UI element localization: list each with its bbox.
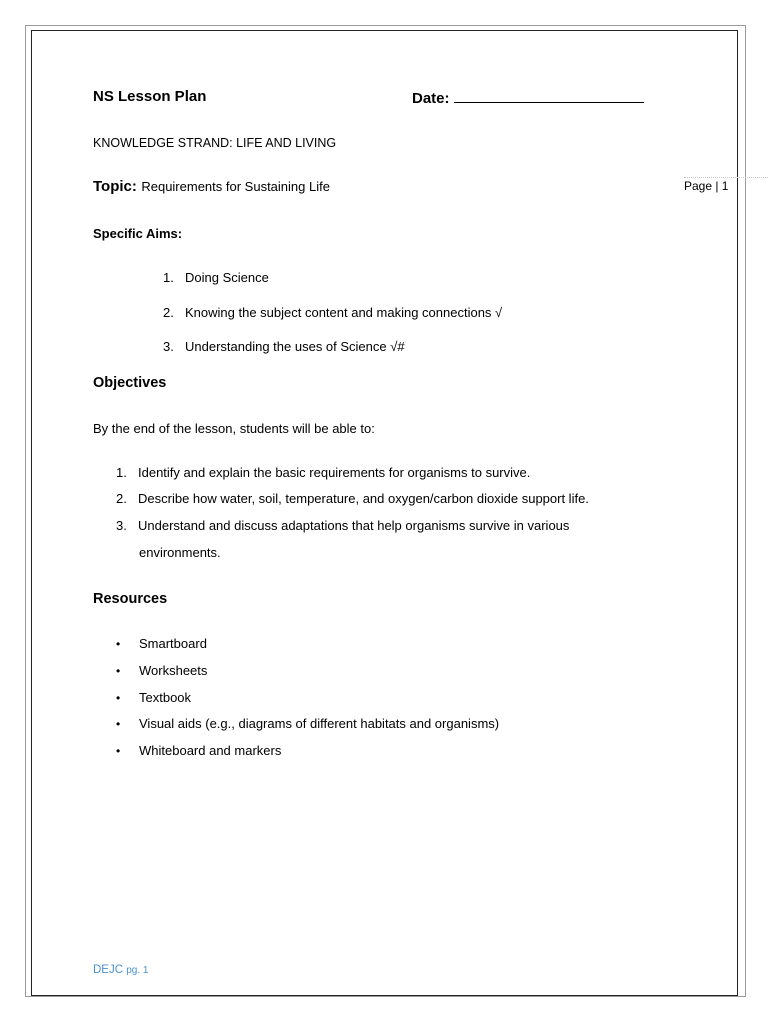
objectives-intro: By the end of the lesson, students will be able to: bbox=[93, 421, 375, 436]
list-number: 1. bbox=[116, 465, 127, 480]
list-item-text: Understand and discuss adaptations that help organisms survive in various bbox=[138, 518, 570, 533]
list-number: 2. bbox=[163, 305, 174, 320]
aims-list-item bbox=[163, 339, 405, 354]
bullet-icon: • bbox=[116, 664, 121, 678]
page-footer bbox=[93, 964, 148, 976]
objective-item bbox=[116, 491, 589, 506]
page-number: Page | 1 bbox=[684, 179, 729, 193]
list-item-text: Identify and explain the basic requirements for organisms to survive. bbox=[138, 465, 531, 480]
document-title: NS Lesson Plan bbox=[93, 88, 207, 105]
objective-item bbox=[116, 465, 530, 480]
resources-heading: Resources bbox=[93, 591, 168, 607]
footer-org: DEJC bbox=[93, 964, 124, 976]
date-blank-line bbox=[454, 88, 644, 103]
list-number: 3. bbox=[163, 339, 174, 354]
list-number: 1. bbox=[163, 270, 174, 285]
topic-text: Requirements for Sustaining Life bbox=[141, 179, 330, 194]
aims-list-item bbox=[163, 305, 502, 320]
objective-item-continuation: environments. bbox=[139, 545, 221, 560]
bullet-icon: • bbox=[116, 744, 121, 758]
page-inner-border bbox=[31, 30, 738, 996]
list-item-text: Whiteboard and markers bbox=[139, 743, 282, 758]
footer-page: pg. 1 bbox=[126, 965, 149, 976]
resource-item bbox=[116, 743, 281, 758]
knowledge-strand: KNOWLEDGE STRAND: LIFE AND LIVING bbox=[93, 136, 337, 150]
topic-line bbox=[93, 178, 330, 196]
resource-item bbox=[116, 663, 207, 678]
list-item-text: Understanding the uses of Science √# bbox=[185, 339, 405, 354]
objectives-heading: Objectives bbox=[93, 375, 167, 391]
list-number: 3. bbox=[116, 518, 127, 533]
page-margin-rule bbox=[684, 177, 768, 178]
list-item-text: Visual aids (e.g., diagrams of different habitats and organisms) bbox=[139, 716, 500, 731]
resource-item bbox=[116, 690, 191, 705]
resource-item bbox=[116, 716, 499, 731]
list-item-text: Knowing the subject content and making connections √ bbox=[185, 305, 503, 320]
bullet-icon: • bbox=[116, 717, 121, 731]
date-label: Date: bbox=[412, 90, 450, 107]
list-item-text: Textbook bbox=[139, 690, 192, 705]
bullet-icon: • bbox=[116, 691, 121, 705]
list-item-text: Doing Science bbox=[185, 270, 269, 285]
topic-label: Topic: bbox=[93, 178, 137, 195]
list-number: 2. bbox=[116, 491, 127, 506]
list-item-text: Worksheets bbox=[139, 663, 208, 678]
objective-item bbox=[116, 518, 569, 533]
date-field bbox=[412, 88, 644, 107]
list-item-text: Describe how water, soil, temperature, and oxygen/carbon dioxide support life. bbox=[138, 491, 589, 506]
bullet-icon: • bbox=[116, 637, 121, 651]
specific-aims-heading: Specific Aims: bbox=[93, 226, 183, 241]
aims-list-item bbox=[163, 270, 269, 285]
list-item-text: Smartboard bbox=[139, 636, 207, 651]
resource-item bbox=[116, 636, 207, 651]
